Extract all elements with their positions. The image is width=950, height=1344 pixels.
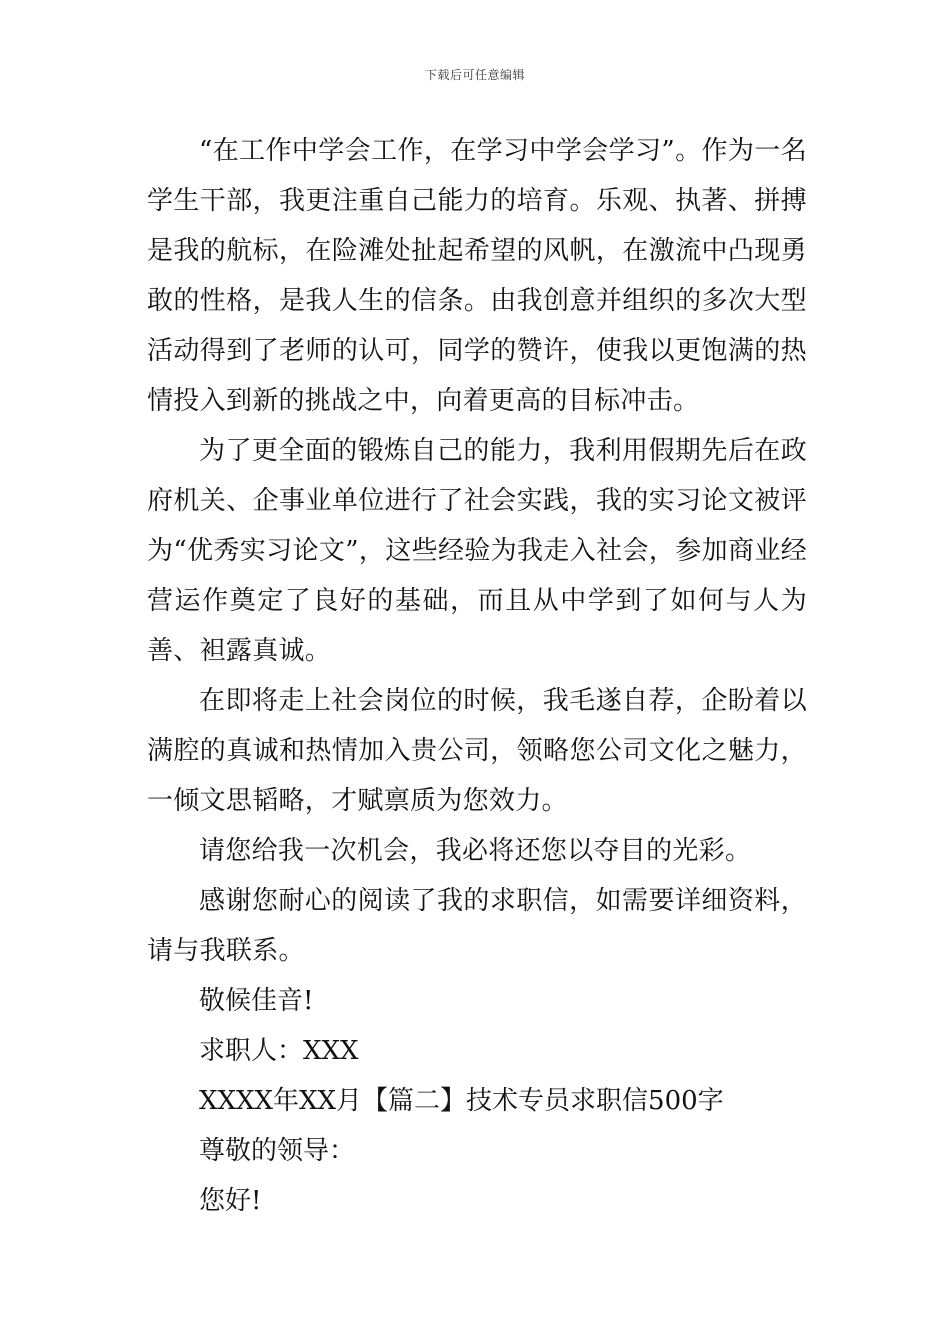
date-and-section-title: XXXX年XX月【篇二】技术专员求职信500字 — [199, 1086, 724, 1116]
signature-line: 求职人：XXX — [199, 1036, 359, 1066]
paragraph-5: 感谢您耐心的阅读了我的求职信，如需要详细资料，请与我联系。 — [147, 886, 807, 966]
paragraph-3: 在即将走上社会岗位的时候，我毛遂自荐，企盼着以满腔的真诚和热情加入贵公司，领略您公司文化之魅力，一倾文思韬略，才赋禀质为您效力。 — [147, 686, 807, 816]
document-body — [147, 126, 807, 1226]
paragraph-1: “在工作中学会工作，在学习中学会学习”。作为一名学生干部，我更注重自己能力的培育。乐观、执著、拼搏是我的航标，在险滩处扯起希望的风帆，在激流中凸现勇敢的性格，是我人生的信条。由我创意并组织的多次大型活动得到了老师的认可，同学的赞许，使我以更饱满的热情投入到新的挑战之中，向着更高的目标冲击。 — [147, 136, 807, 416]
greeting-line: 您好! — [199, 1186, 262, 1216]
closing-line: 敬候佳音! — [199, 986, 314, 1016]
paragraph-2: 为了更全面的锻炼自己的能力，我利用假期先后在政府机关、企事业单位进行了社会实践，我的实习论文被评为“优秀实习论文”，这些经验为我走入社会，参加商业经营运作奠定了良好的基础，而且从中学到了如何与人为善、袒露真诚。 — [147, 436, 807, 666]
paragraph-4: 请您给我一次机会，我必将还您以夺目的光彩。 — [199, 836, 752, 866]
page-header: 下载后可任意编辑 — [424, 68, 525, 82]
salutation-line: 尊敬的领导： — [199, 1136, 356, 1166]
